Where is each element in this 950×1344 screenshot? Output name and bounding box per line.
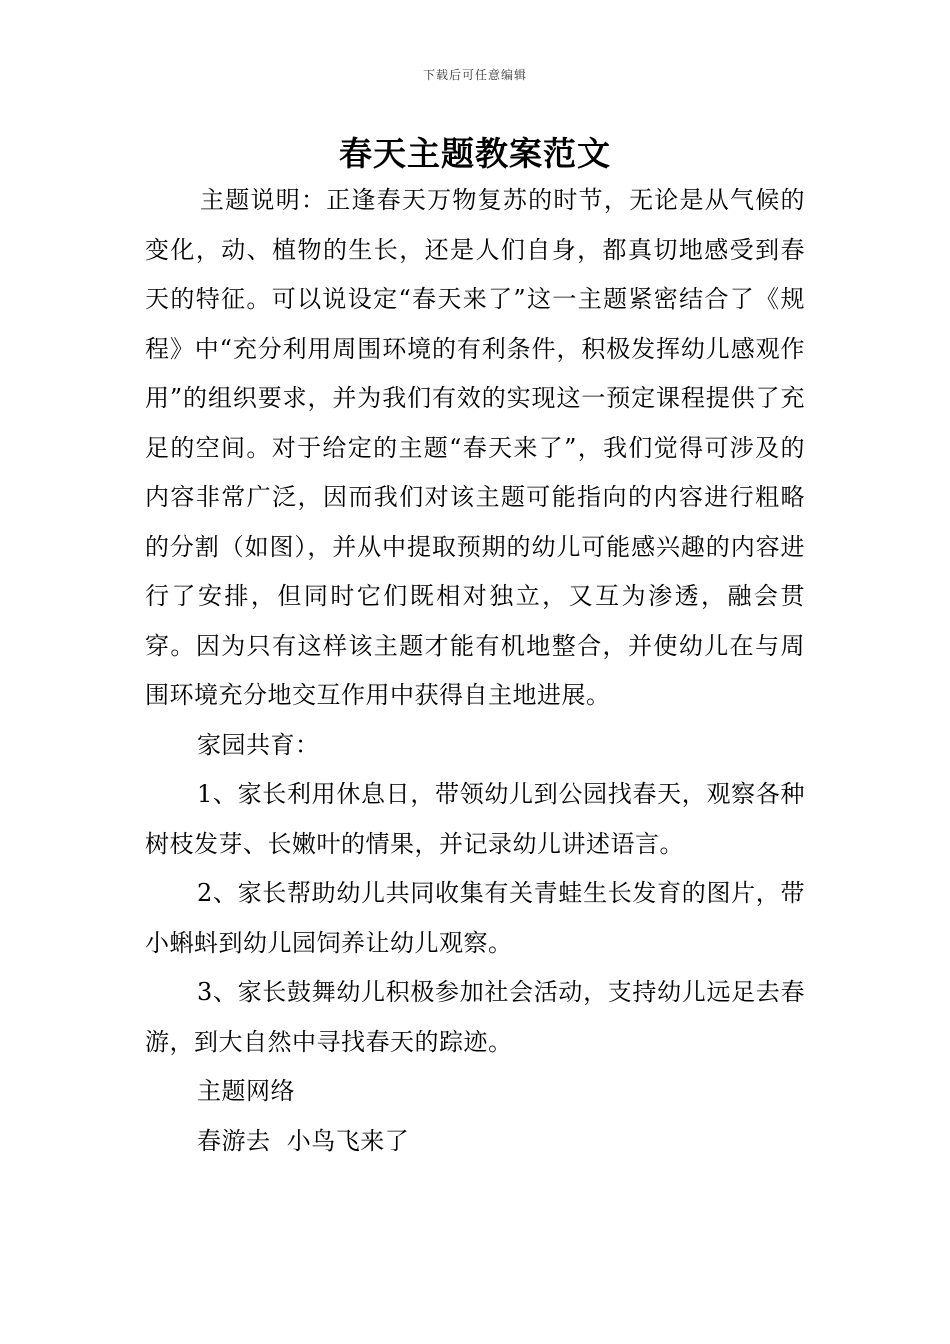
section-heading-home-school: 家园共育： — [197, 730, 320, 759]
list-item: 3、家长鼓舞幼儿积极参加社会活动，支持幼儿远足去春游，到大自然中寻找春天的踪迹。 — [145, 978, 805, 1056]
header-note: 下载后可任意编辑 — [422, 68, 527, 82]
intro-paragraph: 主题说明：正逢春天万物复苏的时节，无论是从气候的变化，动、植物的生长，还是人们自身，都真切地感受到春天的特征。可以说设定“春天来了”这一主题紧密结合了《规程》中“充分利用周围环境的有利条件，积极发挥幼儿感观作用”的组织要求，并为我们有效的实现这一预定课程提供了充足的空间。对于给定的主题“春天来了”，我们觉得可涉及的内容非常广泛，因而我们对该主题可能指向的内容进行粗略的分割（如图），并从中提取预期的幼儿可能感兴趣的内容进行了安排，但同时它们既相对独立，又互为渗透，融会贯穿。因为只有这样该主题才能有机地整合，并使幼儿在与周围环境充分地交互作用中获得自主地进展。 — [145, 186, 805, 709]
document-title: 春天主题教案范文 — [339, 134, 611, 173]
list-item: 2、家长帮助幼儿共同收集有关青蛙生长发育的图片，带小蝌蚪到幼儿园饲养让幼儿观察。 — [145, 879, 805, 957]
theme-network-items: 春游去 小鸟飞来了 — [197, 1126, 410, 1155]
document-body — [145, 176, 805, 1166]
list-item: 1、家长利用休息日，带领幼儿到公园找春天，观察各种树枝发芽、长嫩叶的情果，并记录幼儿讲述语言。 — [145, 780, 805, 858]
section-heading-theme-network: 主题网络 — [197, 1077, 295, 1105]
